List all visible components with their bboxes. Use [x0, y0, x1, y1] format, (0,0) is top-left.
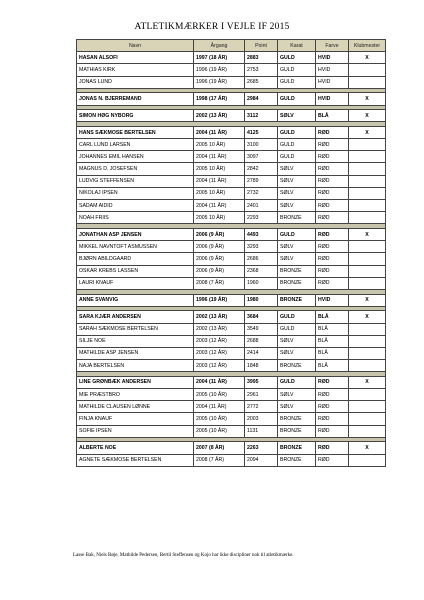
cell-points: 3995: [245, 376, 278, 388]
cell-karat: BRONZE: [278, 413, 316, 425]
cell-name: SIMON HØG NYBORG: [77, 110, 194, 122]
cell-color: RØD: [316, 253, 349, 265]
cell-color: RØD: [316, 413, 349, 425]
cell-club-champion: [349, 454, 386, 466]
cell-club-champion: [349, 64, 386, 76]
cell-karat: GULD: [278, 229, 316, 241]
cell-color: HVID: [316, 93, 349, 105]
cell-club-champion: [349, 76, 386, 88]
cell-name: SADAM AIDID: [77, 200, 194, 212]
cell-year: 2008 (7 ÅR): [194, 454, 245, 466]
table-row: [77, 253, 386, 265]
cell-name: BJØRN ABILDGAARD: [77, 253, 194, 265]
cell-color: RØD: [316, 425, 349, 437]
table-row: [77, 76, 386, 88]
cell-year: 1996 (19 ÅR): [194, 294, 245, 306]
cell-color: RØD: [316, 175, 349, 187]
table-row: [77, 241, 386, 253]
cell-karat: SØLV: [278, 110, 316, 122]
cell-name: MIKKEL NAVNTOFT ASMUSSEN: [77, 241, 194, 253]
cell-year: 2004 (11 ÅR): [194, 376, 245, 388]
table-row: [77, 151, 386, 163]
cell-points: 1131: [245, 425, 278, 437]
cell-color: RØD: [316, 277, 349, 289]
cell-year: 1996 (19 ÅR): [194, 76, 245, 88]
cell-karat: GULD: [278, 52, 316, 64]
cell-karat: GULD: [278, 376, 316, 388]
cell-name: MIE PRÆSTBRO: [77, 389, 194, 401]
cell-karat: GULD: [278, 93, 316, 105]
cell-karat: SØLV: [278, 200, 316, 212]
cell-points: 2094: [245, 454, 278, 466]
cell-color: BLÅ: [316, 311, 349, 323]
cell-year: 2005 (10 ÅR): [194, 413, 245, 425]
table-row: [77, 175, 386, 187]
cell-points: 1980: [245, 294, 278, 306]
cell-color: RØD: [316, 389, 349, 401]
column-header-color: Farve: [316, 40, 349, 52]
cell-club-champion: [349, 401, 386, 413]
table-row: [77, 311, 386, 323]
table-row: [77, 163, 386, 175]
cell-club-champion: [349, 163, 386, 175]
cell-club-champion: [349, 425, 386, 437]
cell-karat: BRONZE: [278, 425, 316, 437]
cell-club-champion: X: [349, 376, 386, 388]
cell-name: NAJA BERTELSEN: [77, 360, 194, 372]
cell-year: 2003 (12 ÅR): [194, 335, 245, 347]
cell-name: ANNE SVANVIG: [77, 294, 194, 306]
cell-club-champion: [349, 347, 386, 359]
cell-karat: BRONZE: [278, 442, 316, 454]
cell-year: 2005 10 ÅR): [194, 212, 245, 224]
cell-color: BLÅ: [316, 110, 349, 122]
cell-name: NOAH FRIIS: [77, 212, 194, 224]
table-row: [77, 323, 386, 335]
cell-name: LAURI KNAUF: [77, 277, 194, 289]
cell-color: RØD: [316, 376, 349, 388]
cell-name: SILJE NOE: [77, 335, 194, 347]
table-row: [77, 139, 386, 151]
cell-name: MATHILDE CLAUSEN LØNNE: [77, 401, 194, 413]
cell-karat: SØLV: [278, 253, 316, 265]
cell-points: 2003: [245, 413, 278, 425]
cell-points: 3100: [245, 139, 278, 151]
cell-club-champion: X: [349, 126, 386, 138]
cell-color: RØD: [316, 401, 349, 413]
cell-club-champion: [349, 277, 386, 289]
cell-points: 2368: [245, 265, 278, 277]
table-row: [77, 376, 386, 388]
cell-name: AGNETE SÆKMOSE BERTELSEN: [77, 454, 194, 466]
cell-year: 2002 (13 ÅR): [194, 311, 245, 323]
cell-points: 2789: [245, 175, 278, 187]
table-row: [77, 347, 386, 359]
table-row: [77, 126, 386, 138]
cell-points: 3293: [245, 241, 278, 253]
cell-color: RØD: [316, 442, 349, 454]
cell-points: 2753: [245, 64, 278, 76]
cell-name: SOFIE IPSEN: [77, 425, 194, 437]
cell-name: HASAN ALSOFI: [77, 52, 194, 64]
table-row: [77, 212, 386, 224]
cell-karat: SØLV: [278, 335, 316, 347]
cell-karat: GULD: [278, 151, 316, 163]
cell-karat: SØLV: [278, 163, 316, 175]
cell-year: 2006 (9 ÅR): [194, 253, 245, 265]
table-row: [77, 425, 386, 437]
cell-name: ALBERTE NOE: [77, 442, 194, 454]
table-body: [77, 52, 386, 467]
table-header-row: [77, 40, 386, 52]
cell-club-champion: [349, 139, 386, 151]
cell-karat: SØLV: [278, 401, 316, 413]
cell-club-champion: [349, 241, 386, 253]
cell-name: JONAS N. BJERREMAND: [77, 93, 194, 105]
cell-name: LUDVIG STEFFENSEN: [77, 175, 194, 187]
cell-karat: BRONZE: [278, 277, 316, 289]
cell-name: HANS SÆKMOSE BERTELSEN: [77, 126, 194, 138]
cell-color: HVID: [316, 76, 349, 88]
cell-name: NIKOLAJ IPSEN: [77, 187, 194, 199]
cell-points: 3684: [245, 311, 278, 323]
cell-color: RØD: [316, 163, 349, 175]
cell-name: SARA KJÆR ANDERSEN: [77, 311, 194, 323]
cell-name: MATHIAS KIRK: [77, 64, 194, 76]
cell-club-champion: [349, 335, 386, 347]
cell-color: RØD: [316, 241, 349, 253]
column-header-name: Navn: [77, 40, 194, 52]
cell-points: 3097: [245, 151, 278, 163]
cell-club-champion: X: [349, 229, 386, 241]
cell-club-champion: X: [349, 294, 386, 306]
cell-name: FINJA KNAUF: [77, 413, 194, 425]
cell-points: 3112: [245, 110, 278, 122]
table-row: [77, 335, 386, 347]
cell-karat: SØLV: [278, 389, 316, 401]
cell-year: 2005 (10 ÅR): [194, 389, 245, 401]
cell-karat: GULD: [278, 76, 316, 88]
cell-club-champion: [349, 200, 386, 212]
cell-year: 1998 (17 ÅR): [194, 93, 245, 105]
cell-club-champion: [349, 389, 386, 401]
cell-year: 2004 (11 ÅR): [194, 175, 245, 187]
cell-name: MAGNUS D. JOSEFSEN: [77, 163, 194, 175]
cell-name: MATHILDE ASP JENSEN: [77, 347, 194, 359]
cell-karat: GULD: [278, 126, 316, 138]
cell-karat: BRONZE: [278, 212, 316, 224]
cell-name: OSKAR KREBS LASSEN: [77, 265, 194, 277]
cell-year: 1996 (19 ÅR): [194, 64, 245, 76]
table-row: [77, 454, 386, 466]
table-row: [77, 110, 386, 122]
cell-club-champion: [349, 323, 386, 335]
cell-points: 2732: [245, 187, 278, 199]
cell-points: 2688: [245, 335, 278, 347]
cell-club-champion: [349, 187, 386, 199]
cell-year: 2002 (13 ÅR): [194, 110, 245, 122]
table-row: [77, 389, 386, 401]
cell-year: 2005 10 ÅR): [194, 187, 245, 199]
table-row: [77, 64, 386, 76]
cell-karat: SØLV: [278, 347, 316, 359]
cell-points: 2984: [245, 93, 278, 105]
cell-points: 4493: [245, 229, 278, 241]
column-header-points: Point: [245, 40, 278, 52]
cell-points: 2772: [245, 401, 278, 413]
cell-karat: GULD: [278, 139, 316, 151]
footnote: Lasse Bak, Niels Bøje, Mathilde Pedersen, Bertil Steffensen og Kojo har ikke discipliner nok til atletikmærke.: [73, 553, 294, 558]
cell-year: 2006 (9 ÅR): [194, 241, 245, 253]
cell-year: 2003 (12 ÅR): [194, 360, 245, 372]
cell-year: 2003 (12 ÅR): [194, 347, 245, 359]
table-row: [77, 52, 386, 64]
cell-year: 2006 (9 ÅR): [194, 229, 245, 241]
cell-name: JONAS LUND: [77, 76, 194, 88]
column-header-karat: Karat: [278, 40, 316, 52]
table-row: [77, 200, 386, 212]
cell-club-champion: [349, 413, 386, 425]
table-row: [77, 413, 386, 425]
table-row: [77, 294, 386, 306]
cell-color: BLÅ: [316, 347, 349, 359]
cell-year: 1997 (18 ÅR): [194, 52, 245, 64]
cell-karat: BRONZE: [278, 265, 316, 277]
athletics-badges-table: [76, 39, 386, 467]
cell-club-champion: X: [349, 442, 386, 454]
cell-club-champion: [349, 175, 386, 187]
cell-points: 4125: [245, 126, 278, 138]
cell-karat: GULD: [278, 323, 316, 335]
cell-club-champion: [349, 265, 386, 277]
cell-year: 2007 (8 ÅR): [194, 442, 245, 454]
cell-year: 2004 (11 ÅR): [194, 401, 245, 413]
table-row: [77, 401, 386, 413]
cell-color: RØD: [316, 265, 349, 277]
cell-name: CARL LUND LARSEN: [77, 139, 194, 151]
cell-color: RØD: [316, 454, 349, 466]
cell-name: JOHANNES EMIL HANSEN: [77, 151, 194, 163]
cell-color: BLÅ: [316, 360, 349, 372]
cell-club-champion: X: [349, 110, 386, 122]
cell-color: RØD: [316, 187, 349, 199]
cell-club-champion: X: [349, 311, 386, 323]
cell-year: 2005 10 ÅR): [194, 139, 245, 151]
cell-karat: BRONZE: [278, 360, 316, 372]
cell-points: 1960: [245, 277, 278, 289]
table-row: [77, 265, 386, 277]
cell-color: RØD: [316, 151, 349, 163]
cell-year: 2005 (10 ÅR): [194, 425, 245, 437]
cell-color: HVID: [316, 294, 349, 306]
cell-year: 2008 (7 ÅR): [194, 277, 245, 289]
cell-name: LINE GRØNBÆK ANDERSEN: [77, 376, 194, 388]
table-row: [77, 187, 386, 199]
cell-karat: SØLV: [278, 175, 316, 187]
cell-color: HVID: [316, 64, 349, 76]
table-row: [77, 229, 386, 241]
table-row: [77, 93, 386, 105]
cell-points: 2414: [245, 347, 278, 359]
cell-color: RØD: [316, 229, 349, 241]
cell-points: 1848: [245, 360, 278, 372]
cell-color: BLÅ: [316, 335, 349, 347]
cell-points: 2685: [245, 76, 278, 88]
cell-name: SARAH SÆKMOSE BERTELSEN: [77, 323, 194, 335]
cell-color: RØD: [316, 139, 349, 151]
cell-points: 2961: [245, 389, 278, 401]
table-row: [77, 277, 386, 289]
cell-year: 2004 (11 ÅR): [194, 151, 245, 163]
table-row: [77, 442, 386, 454]
cell-year: 2004 (11 ÅR): [194, 126, 245, 138]
cell-club-champion: [349, 360, 386, 372]
cell-club-champion: [349, 151, 386, 163]
cell-color: BLÅ: [316, 323, 349, 335]
cell-club-champion: X: [349, 52, 386, 64]
cell-year: 2006 (9 ÅR): [194, 265, 245, 277]
cell-points: 2686: [245, 253, 278, 265]
cell-color: RØD: [316, 212, 349, 224]
cell-karat: BRONZE: [278, 294, 316, 306]
cell-karat: GULD: [278, 311, 316, 323]
cell-year: 2002 (13 ÅR): [194, 323, 245, 335]
cell-points: 2263: [245, 442, 278, 454]
cell-karat: GULD: [278, 64, 316, 76]
cell-karat: SØLV: [278, 241, 316, 253]
cell-year: 2005 10 ÅR): [194, 163, 245, 175]
cell-karat: BRONZE: [278, 454, 316, 466]
column-header-year: Årgang: [194, 40, 245, 52]
cell-club-champion: [349, 212, 386, 224]
cell-color: HVID: [316, 52, 349, 64]
cell-points: 2401: [245, 200, 278, 212]
cell-color: RØD: [316, 200, 349, 212]
cell-name: JONATHAN ASP JENSEN: [77, 229, 194, 241]
cell-karat: SØLV: [278, 187, 316, 199]
cell-points: 2883: [245, 52, 278, 64]
cell-club-champion: [349, 253, 386, 265]
cell-year: 2004 (11 ÅR): [194, 200, 245, 212]
cell-points: 3549: [245, 323, 278, 335]
page-title: ATLETIKMÆRKER I VEJLE IF 2015: [134, 22, 290, 32]
cell-club-champion: X: [349, 93, 386, 105]
table-row: [77, 360, 386, 372]
column-header-club-champion: Klubmester: [349, 40, 386, 52]
cell-points: 2293: [245, 212, 278, 224]
cell-points: 2842: [245, 163, 278, 175]
cell-color: RØD: [316, 126, 349, 138]
